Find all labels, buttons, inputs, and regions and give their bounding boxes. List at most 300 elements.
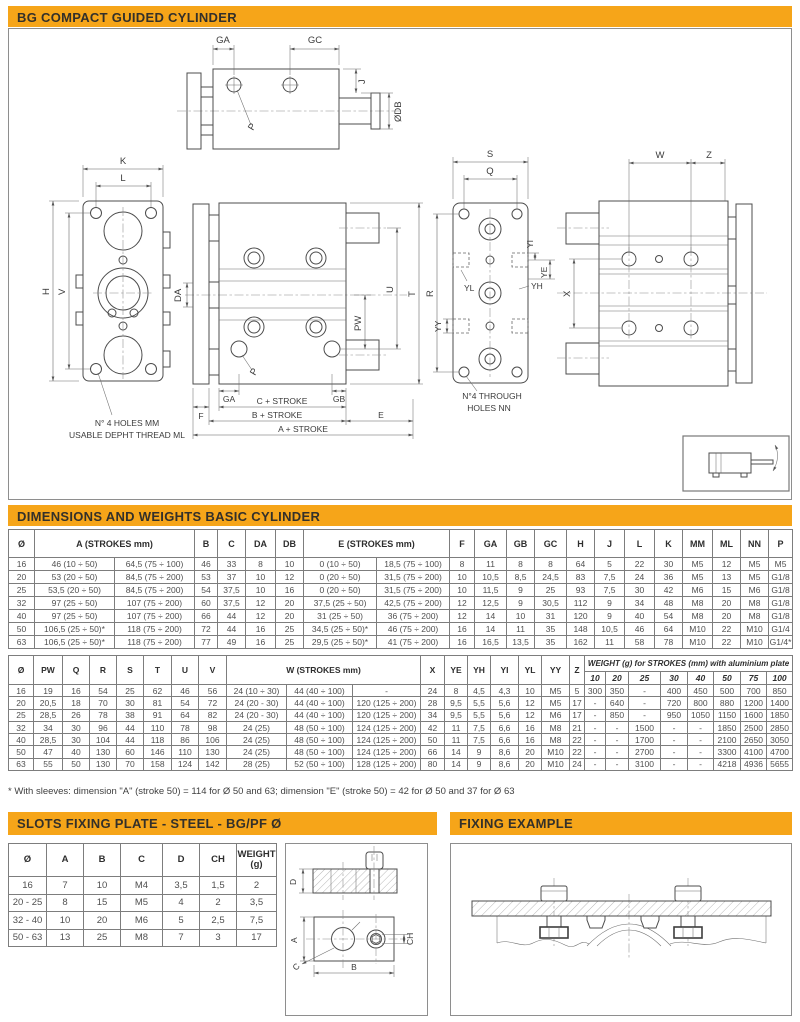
table-cell: 30 [117, 697, 144, 709]
table-cell: G1/8 [769, 571, 793, 584]
col-header: C [121, 844, 163, 877]
table-cell: 16 [9, 877, 47, 895]
table-cell: 124 (125 ÷ 200) [353, 746, 421, 758]
dim-label-h: H [41, 288, 52, 295]
weight-col-header: 75 [741, 672, 767, 685]
dims-title-text: DIMENSIONS AND WEIGHTS BASIC CYLINDER [17, 509, 321, 524]
dim-label-d: D [288, 878, 298, 885]
table-cell: 106,5 (25 ÷ 50)* [35, 636, 115, 649]
note-through-line2: HOLES NN [467, 403, 511, 413]
weight-col-header: 30 [661, 672, 688, 685]
table-cell: M5 [683, 571, 713, 584]
table-cell: 31 [535, 610, 567, 623]
table-cell: M5 [542, 685, 570, 697]
table-cell: - [661, 746, 688, 758]
dim-label-gc: GC [307, 35, 323, 46]
table-cell: 58 [625, 636, 655, 649]
table-cell: 22 [713, 623, 741, 636]
table-cell: 31,5 (75 ÷ 200) [377, 584, 450, 597]
table-cell: 34,5 (25 ÷ 50)* [304, 623, 377, 636]
table-cell: 11 [595, 636, 625, 649]
table-cell: 124 [172, 758, 199, 770]
table-cell: 130 [90, 758, 117, 770]
table-cell: 46 (75 ÷ 200) [377, 623, 450, 636]
table-cell: M6 [121, 912, 163, 930]
table-cell: 10 [246, 584, 276, 597]
table-cell: 4,3 [491, 685, 519, 697]
dim-label-ga: GA [216, 35, 230, 46]
table-cell: - [585, 721, 606, 733]
col-header: GA [475, 530, 507, 558]
table-cell: 44 [218, 623, 246, 636]
table-cell: 800 [688, 697, 714, 709]
table-cell: 48 (50 ÷ 100) [287, 734, 353, 746]
table-cell: 8 [507, 558, 535, 571]
col-header: U [172, 656, 199, 685]
table-cell: 50 [9, 746, 34, 758]
dim-label-f: F [198, 411, 204, 421]
table-cell: 33 [218, 558, 246, 571]
table-cell: 158 [144, 758, 172, 770]
table-cell: 3,5 [163, 877, 200, 895]
table-cell: 124 (125 ÷ 200) [353, 734, 421, 746]
table-cell: M8 [683, 597, 713, 610]
note-holes-line1: N° 4 HOLES MM [94, 418, 160, 428]
table-cell: 30,5 [535, 597, 567, 610]
table-cell: 32 - 40 [9, 912, 47, 930]
slots-table-body [9, 877, 277, 947]
dim-label-c: C [290, 961, 302, 973]
table-cell: 5,6 [491, 697, 519, 709]
table-cell: 30 [655, 558, 683, 571]
table-cell: 400 [661, 685, 688, 697]
table-cell: 450 [688, 685, 714, 697]
table-cell: 12 [713, 558, 741, 571]
table-cell: 12 [276, 571, 304, 584]
table-cell: M8 [683, 610, 713, 623]
table-row [9, 597, 793, 610]
table-cell: 24 (10 ÷ 30) [227, 685, 287, 697]
table-cell: 54 [655, 610, 683, 623]
table-cell: - [606, 746, 629, 758]
table-cell: 3 [200, 929, 237, 947]
dim-label-ye: YE [539, 266, 549, 278]
table-cell: 18 [63, 697, 90, 709]
table-cell: 950 [661, 709, 688, 721]
table-cell: 35 [535, 623, 567, 636]
dim-label-p: P [246, 121, 259, 133]
table-cell: M5 [741, 571, 769, 584]
table-cell: 162 [567, 636, 595, 649]
table-cell: 10 [246, 571, 276, 584]
table-cell: 14 [475, 610, 507, 623]
table-cell: 16 [276, 584, 304, 597]
table-cell: 142 [199, 758, 227, 770]
table-cell: 50 - 63 [9, 929, 47, 947]
col-header: X [421, 656, 445, 685]
table-cell: 9 [507, 584, 535, 597]
table-cell: 9 [468, 758, 491, 770]
table-cell: 8 [47, 894, 84, 912]
table-cell: 148 [567, 623, 595, 636]
weight-col-header: 25 [629, 672, 661, 685]
table-cell: 35 [535, 636, 567, 649]
table-cell: 112 [567, 597, 595, 610]
section-title-fixing [450, 812, 792, 835]
table-cell: 3300 [714, 746, 741, 758]
table-cell: 24 [625, 571, 655, 584]
table-cell: 20 [713, 610, 741, 623]
table-cell: 78 [90, 709, 117, 721]
table-cell: M8 [741, 610, 769, 623]
table-cell: 10 [450, 584, 475, 597]
table-cell: 3100 [629, 758, 661, 770]
table-cell: 2 [200, 894, 237, 912]
table-cell: 44 (40 ÷ 100) [287, 709, 353, 721]
table-cell: 62 [144, 685, 172, 697]
table-cell: 37,5 [218, 597, 246, 610]
table-cell: 46 [625, 623, 655, 636]
table-cell: 24 [570, 758, 585, 770]
col-header: K [655, 530, 683, 558]
table-cell: 44 (40 ÷ 100) [287, 697, 353, 709]
table-cell: 16 [519, 734, 542, 746]
table-cell: 10 [84, 877, 121, 895]
table-cell: M5 [683, 558, 713, 571]
table-cell: 81 [144, 697, 172, 709]
dim-label-yi: YI [525, 239, 535, 248]
table-cell: - [661, 721, 688, 733]
table-cell: 4218 [714, 758, 741, 770]
table-row [9, 697, 793, 709]
table-cell: 15 [84, 894, 121, 912]
table-cell: 20 - 25 [9, 894, 47, 912]
table-cell: 21 [570, 721, 585, 733]
col-header: T [144, 656, 172, 685]
col-header: YY [542, 656, 570, 685]
dim-label-k: K [119, 156, 127, 167]
table-cell: 5 [570, 685, 585, 697]
table-cell: 5655 [767, 758, 793, 770]
col-header: P [769, 530, 793, 558]
table-cell: M6 [542, 709, 570, 721]
table-cell: - [585, 758, 606, 770]
table-cell: 20,5 [34, 697, 63, 709]
table-cell: 60 [195, 597, 218, 610]
slots-fixing-plate-table [8, 843, 277, 947]
table-cell: 11 [445, 734, 468, 746]
table-cell: 36 [655, 571, 683, 584]
table-cell: - [688, 758, 714, 770]
table-cell: 63 [9, 758, 34, 770]
table-cell: 850 [767, 685, 793, 697]
table-cell: 47 [34, 746, 63, 758]
dim-label-b: B [351, 962, 357, 972]
table-cell: M10 [542, 758, 570, 770]
table-cell: - [629, 709, 661, 721]
table-cell: 24 (20 - 30) [227, 709, 287, 721]
table-cell: 8 [535, 558, 567, 571]
dim-label-v: V [57, 288, 68, 295]
dim-label-odb: ØDB [393, 101, 404, 122]
table-cell: 2 [237, 877, 277, 895]
table-cell: 22 [570, 734, 585, 746]
table-cell: 82 [199, 709, 227, 721]
table-cell: 120 [567, 610, 595, 623]
dim-label-yl: YL [464, 283, 475, 293]
table-cell: 18,5 (75 ÷ 100) [377, 558, 450, 571]
fixing-example-drawing [451, 844, 791, 1015]
col-header: MM [683, 530, 713, 558]
table-cell: 31 (25 ÷ 50) [304, 610, 377, 623]
table-cell: 96 [90, 721, 117, 733]
col-header: DA [246, 530, 276, 558]
top-view [177, 35, 404, 149]
table-cell: 16 [63, 685, 90, 697]
table-cell: 19 [34, 685, 63, 697]
table-cell: 12 [246, 610, 276, 623]
col-header: D [163, 844, 200, 877]
table-cell: 8,6 [491, 746, 519, 758]
table-cell: M4 [121, 877, 163, 895]
table-cell: 0 (20 ÷ 50) [304, 584, 377, 597]
table-cell: 7,5 [468, 721, 491, 733]
table-cell: 10 [450, 571, 475, 584]
table-cell: 46 (10 ÷ 50) [35, 558, 115, 571]
table-cell: 1500 [629, 721, 661, 733]
col-header: R [90, 656, 117, 685]
table-cell: 25 [84, 929, 121, 947]
table-cell: 86 [172, 734, 199, 746]
table-cell: 1400 [767, 697, 793, 709]
table-cell: 37,5 (25 ÷ 50) [304, 597, 377, 610]
table-cell: 24,5 [535, 571, 567, 584]
table-cell: 2500 [741, 721, 767, 733]
side-view [557, 150, 767, 386]
table-1-header [9, 530, 793, 558]
table-cell: 5,6 [491, 709, 519, 721]
table-cell: - [585, 746, 606, 758]
table-cell: 28,5 [34, 709, 63, 721]
table-cell: - [585, 709, 606, 721]
table-row [9, 929, 277, 947]
table-cell: 46 [195, 558, 218, 571]
table-cell: 24 [421, 685, 445, 697]
table-cell: 8 [246, 558, 276, 571]
table-row [9, 746, 793, 758]
table-cell: 41 (75 ÷ 200) [377, 636, 450, 649]
table-cell: - [606, 758, 629, 770]
dim-label-l: L [120, 173, 126, 184]
note-holes-line2: USABLE DEPHT THREAD ML [69, 430, 185, 440]
table-row [9, 734, 793, 746]
table-cell: 10,5 [475, 571, 507, 584]
rear-view [425, 149, 555, 413]
table-cell: 12 [450, 610, 475, 623]
table-cell: 10 [507, 610, 535, 623]
table-cell: 42,5 (75 ÷ 200) [377, 597, 450, 610]
table-cell: 78 [655, 636, 683, 649]
table-cell: G1/8 [769, 584, 793, 597]
table-cell: 25 [117, 685, 144, 697]
table-cell: 720 [661, 697, 688, 709]
table-2-header [9, 656, 793, 685]
table-cell: 64 [655, 623, 683, 636]
table-cell: 850 [606, 709, 629, 721]
weight-col-header: 100 [767, 672, 793, 685]
table-row [9, 877, 277, 895]
dim-label-j: J [357, 79, 368, 84]
table-1-body [9, 558, 793, 649]
table-cell: 22 [713, 636, 741, 649]
table-cell: 64 [172, 709, 199, 721]
table-cell: 118 (75 ÷ 200) [115, 623, 195, 636]
table-cell: 91 [144, 709, 172, 721]
table-cell: 38 [117, 709, 144, 721]
table-cell: 1050 [688, 709, 714, 721]
table-cell: 16 [519, 721, 542, 733]
table-cell: 10 [276, 558, 304, 571]
table-cell: 3,5 [237, 894, 277, 912]
slots-table-wrap [8, 843, 277, 947]
table-cell: M8 [741, 597, 769, 610]
table-cell: 9 [595, 610, 625, 623]
table-cell: G1/4 [769, 623, 793, 636]
table-row [9, 636, 793, 649]
table-cell: 48 [655, 597, 683, 610]
table-cell: 107 (75 ÷ 200) [115, 610, 195, 623]
dim-label-a-stroke: A + STROKE [278, 424, 328, 434]
table-cell: 55 [34, 758, 63, 770]
table-cell: 80 [421, 758, 445, 770]
technical-drawing [9, 29, 791, 499]
col-header: Q [63, 656, 90, 685]
table-cell: 72 [199, 697, 227, 709]
table-cell: 66 [421, 746, 445, 758]
table-cell: 6,6 [491, 721, 519, 733]
table-cell: - [585, 697, 606, 709]
table-cell: 20 [713, 597, 741, 610]
table-cell: 64 [567, 558, 595, 571]
table-row [9, 894, 277, 912]
table-cell: 9 [595, 597, 625, 610]
dim-label-r: R [425, 290, 436, 297]
table-cell: 64,5 (75 ÷ 100) [115, 558, 195, 571]
table-cell: M6 [683, 584, 713, 597]
col-header: WEIGHT (g) [237, 844, 277, 877]
col-header: A (STROKES mm) [35, 530, 195, 558]
table-cell: 880 [714, 697, 741, 709]
table-cell: 14 [445, 758, 468, 770]
table-cell: 20 [9, 571, 35, 584]
table-cell: 52 (50 ÷ 100) [287, 758, 353, 770]
table-cell: 3050 [767, 734, 793, 746]
dim-label-z: Z [706, 150, 712, 161]
table-cell: 11 [445, 721, 468, 733]
note-through-line1: N°4 THROUGH [462, 391, 522, 401]
slots-title-text: SLOTS FIXING PLATE - STEEL - BG/PF Ø [17, 816, 282, 831]
table-cell: - [688, 721, 714, 733]
table-cell: 1200 [741, 697, 767, 709]
table-cell: 40 [9, 610, 35, 623]
table-cell: 84,5 (75 ÷ 200) [115, 584, 195, 597]
table-cell: 14 [445, 746, 468, 758]
table-cell: 128 (125 ÷ 200) [353, 758, 421, 770]
table-cell: 7 [163, 929, 200, 947]
table-cell: 16 [246, 636, 276, 649]
table-cell: 104 [90, 734, 117, 746]
table-cell: 10,5 [595, 623, 625, 636]
table-cell: 110 [172, 746, 199, 758]
table-cell: 4,5 [468, 685, 491, 697]
table-cell: 44 (40 ÷ 100) [287, 685, 353, 697]
col-header: C [218, 530, 246, 558]
table-cell: 97 (25 ÷ 50) [35, 597, 115, 610]
table-cell: 16 [450, 623, 475, 636]
dim-label-t: T [407, 291, 418, 297]
section-title-slots [8, 812, 437, 835]
table-cell: 20 [519, 758, 542, 770]
table-cell: 26 [63, 709, 90, 721]
col-header: YH [468, 656, 491, 685]
section-title-main [8, 6, 792, 27]
table-cell: 53 [195, 571, 218, 584]
table-cell: G1/4* [769, 637, 792, 647]
table-cell: 11 [475, 558, 507, 571]
table-cell: 50 [63, 758, 90, 770]
fixing-example-view [472, 878, 771, 958]
table-cell: M5 [741, 558, 769, 571]
table-cell: 63 [9, 636, 35, 649]
table-cell: 93 [567, 584, 595, 597]
dimensions-table-1-wrap [8, 529, 793, 649]
table-cell: 8 [450, 558, 475, 571]
table-row [9, 623, 793, 636]
table-cell: 16,5 [475, 636, 507, 649]
table-cell: 25 [276, 623, 304, 636]
col-header: CH [200, 844, 237, 877]
table-cell: 5 [595, 558, 625, 571]
table-cell: 29,5 (25 ÷ 50)* [304, 636, 377, 649]
table-cell: 9,5 [445, 709, 468, 721]
table-cell: - [661, 758, 688, 770]
table-cell: 20 [84, 912, 121, 930]
table-cell: 66 [195, 610, 218, 623]
table-cell: 11,5 [475, 584, 507, 597]
col-header: YE [445, 656, 468, 685]
dim-label-yh: YH [531, 281, 543, 291]
table-cell: 28 (25) [227, 758, 287, 770]
table-cell: 4936 [741, 758, 767, 770]
table-cell: 37 [218, 571, 246, 584]
table-cell: 48 (50 ÷ 100) [287, 721, 353, 733]
col-header: NN [741, 530, 769, 558]
dim-label-e: E [378, 410, 384, 420]
table-cell: 130 [199, 746, 227, 758]
table-cell: 25 [9, 709, 34, 721]
table-cell: 500 [714, 685, 741, 697]
col-header: Z [570, 656, 585, 685]
table-cell: - [606, 734, 629, 746]
table-cell: 2850 [767, 721, 793, 733]
table-cell: 49 [218, 636, 246, 649]
weight-col-header: 20 [606, 672, 629, 685]
table-cell: 32 [9, 597, 35, 610]
table-cell: - [688, 734, 714, 746]
table-cell: 350 [606, 685, 629, 697]
table-cell: 40 [63, 746, 90, 758]
dim-label-yy: YY [433, 320, 443, 332]
